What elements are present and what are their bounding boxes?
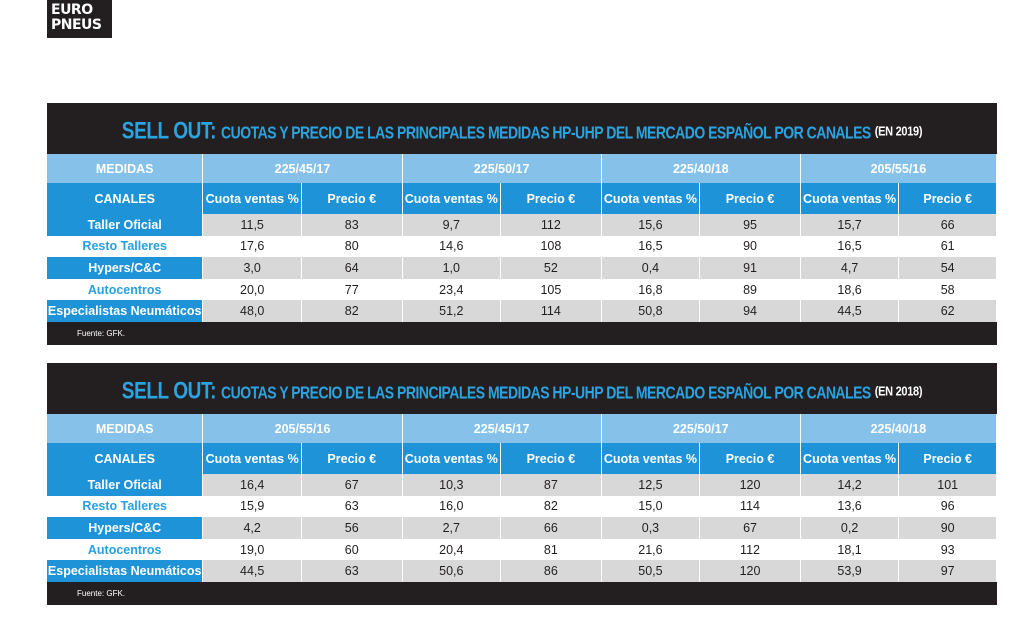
europneus-logo [47,0,112,38]
tire-size-header: 205/55/16 [203,414,402,443]
price-cell: 82 [501,496,602,518]
price-column-header: Precio € [501,443,602,474]
price-cell: 114 [501,300,602,322]
tire-size-header: 205/55/16 [800,154,996,183]
table-row [47,214,997,236]
price-cell: 81 [501,539,602,561]
quota-cell: 14,6 [402,236,501,258]
price-cell: 90 [700,236,801,258]
price-cell: 82 [301,300,402,322]
channel-label: Resto Talleres [47,496,203,518]
price-column-header: Precio € [301,183,402,214]
price-cell: 80 [301,236,402,258]
table-row [47,236,997,258]
channel-label: Especialistas Neumáticos [47,560,203,582]
source-note: Fuente: GFK. [77,588,126,598]
quota-cell: 15,6 [601,214,700,236]
quota-cell: 16,8 [601,279,700,301]
channel-label: Autocentros [47,279,203,301]
quota-cell: 44,5 [800,300,899,322]
quota-cell: 18,6 [800,279,899,301]
title-main: SELL OUT: [121,377,217,404]
price-cell: 114 [700,496,801,518]
quota-cell: 44,5 [203,560,302,582]
channel-label: Taller Oficial [47,214,203,236]
quota-cell: 2,7 [402,517,501,539]
price-cell: 90 [899,517,997,539]
price-cell: 83 [301,214,402,236]
canales-header: CANALES [47,443,203,474]
quota-cell: 10,3 [402,474,501,496]
title-year: (EN 2018) [874,384,923,399]
price-cell: 105 [501,279,602,301]
logo-line-1: EURO [51,2,93,18]
quota-cell: 9,7 [402,214,501,236]
price-cell: 86 [501,560,602,582]
channel-label: Resto Talleres [47,236,203,258]
channel-label: Hypers/C&C [47,517,203,539]
quota-cell: 51,2 [402,300,501,322]
price-cell: 91 [700,257,801,279]
quota-cell: 23,4 [402,279,501,301]
quota-cell: 4,2 [203,517,302,539]
quota-column-header: Cuota ventas % [203,183,302,214]
price-cell: 112 [501,214,602,236]
price-cell: 77 [301,279,402,301]
quota-cell: 17,6 [203,236,302,258]
price-cell: 95 [700,214,801,236]
price-cell: 64 [301,257,402,279]
tire-size-header: 225/45/17 [203,154,402,183]
table-row [47,279,997,301]
channel-label: Taller Oficial [47,474,203,496]
price-cell: 101 [899,474,997,496]
quota-cell: 18,1 [800,539,899,561]
price-cell: 60 [301,539,402,561]
price-column-header: Precio € [899,443,997,474]
price-column-header: Precio € [501,183,602,214]
tire-size-header: 225/50/17 [601,414,800,443]
price-cell: 94 [700,300,801,322]
table-title [47,103,997,154]
table-title [47,363,997,414]
quota-cell: 3,0 [203,257,302,279]
quota-cell: 48,0 [203,300,302,322]
data-table [47,154,997,322]
price-cell: 63 [301,560,402,582]
price-cell: 120 [700,474,801,496]
title-subtitle: CUOTAS Y PRECIO DE LAS PRINCIPALES MEDIDAS HP-UHP DEL MERCADO ESPAÑOL POR CANALES [221,381,871,402]
canales-row [47,183,997,214]
medidas-header: MEDIDAS [47,154,203,183]
table-row [47,539,997,561]
price-cell: 67 [700,517,801,539]
price-cell: 96 [899,496,997,518]
quota-cell: 16,5 [601,236,700,258]
table-row [47,560,997,582]
price-column-header: Precio € [700,183,801,214]
price-cell: 87 [501,474,602,496]
price-cell: 56 [301,517,402,539]
quota-cell: 19,0 [203,539,302,561]
channel-label: Autocentros [47,539,203,561]
title-year: (EN 2019) [874,124,923,139]
quota-cell: 16,4 [203,474,302,496]
table-row [47,474,997,496]
quota-cell: 12,5 [601,474,700,496]
quota-cell: 20,4 [402,539,501,561]
canales-row [47,443,997,474]
price-cell: 54 [899,257,997,279]
channel-label: Especialistas Neumáticos [47,300,203,322]
quota-cell: 4,7 [800,257,899,279]
price-cell: 89 [700,279,801,301]
quota-cell: 16,5 [800,236,899,258]
quota-cell: 50,6 [402,560,501,582]
price-cell: 108 [501,236,602,258]
table-row [47,496,997,518]
quota-column-header: Cuota ventas % [601,443,700,474]
table-row [47,517,997,539]
price-column-header: Precio € [700,443,801,474]
quota-cell: 14,2 [800,474,899,496]
canales-header: CANALES [47,183,203,214]
tire-size-header: 225/40/18 [601,154,800,183]
quota-column-header: Cuota ventas % [800,183,899,214]
data-table [47,414,997,582]
price-cell: 66 [899,214,997,236]
medidas-header: MEDIDAS [47,414,203,443]
tire-size-header: 225/40/18 [800,414,996,443]
quota-column-header: Cuota ventas % [800,443,899,474]
quota-cell: 1,0 [402,257,501,279]
price-cell: 97 [899,560,997,582]
tire-size-header: 225/45/17 [402,414,601,443]
price-cell: 66 [501,517,602,539]
quota-cell: 50,8 [601,300,700,322]
tire-size-header: 225/50/17 [402,154,601,183]
price-cell: 52 [501,257,602,279]
price-column-header: Precio € [301,443,402,474]
price-column-header: Precio € [899,183,997,214]
quota-cell: 15,7 [800,214,899,236]
quota-cell: 15,0 [601,496,700,518]
sell-out-table-2019 [47,103,997,345]
quota-cell: 50,5 [601,560,700,582]
title-main: SELL OUT: [121,117,217,144]
quota-cell: 16,0 [402,496,501,518]
price-cell: 62 [899,300,997,322]
quota-cell: 0,3 [601,517,700,539]
table-row [47,257,997,279]
medidas-row [47,414,997,443]
source-note: Fuente: GFK. [77,328,126,338]
logo-line-2: PNEUS [51,17,102,33]
price-cell: 93 [899,539,997,561]
title-subtitle: CUOTAS Y PRECIO DE LAS PRINCIPALES MEDIDAS HP-UHP DEL MERCADO ESPAÑOL POR CANALES [221,121,871,142]
price-cell: 58 [899,279,997,301]
quota-cell: 0,4 [601,257,700,279]
table-row [47,300,997,322]
quota-cell: 20,0 [203,279,302,301]
quota-column-header: Cuota ventas % [203,443,302,474]
quota-cell: 15,9 [203,496,302,518]
price-cell: 63 [301,496,402,518]
quota-cell: 13,6 [800,496,899,518]
quota-cell: 11,5 [203,214,302,236]
price-cell: 67 [301,474,402,496]
channel-label: Hypers/C&C [47,257,203,279]
quota-cell: 0,2 [800,517,899,539]
price-cell: 120 [700,560,801,582]
quota-column-header: Cuota ventas % [402,443,501,474]
price-cell: 112 [700,539,801,561]
quota-column-header: Cuota ventas % [402,183,501,214]
quota-cell: 53,9 [800,560,899,582]
price-cell: 61 [899,236,997,258]
quota-column-header: Cuota ventas % [601,183,700,214]
medidas-row [47,154,997,183]
quota-cell: 21,6 [601,539,700,561]
sell-out-table-2018 [47,363,997,605]
